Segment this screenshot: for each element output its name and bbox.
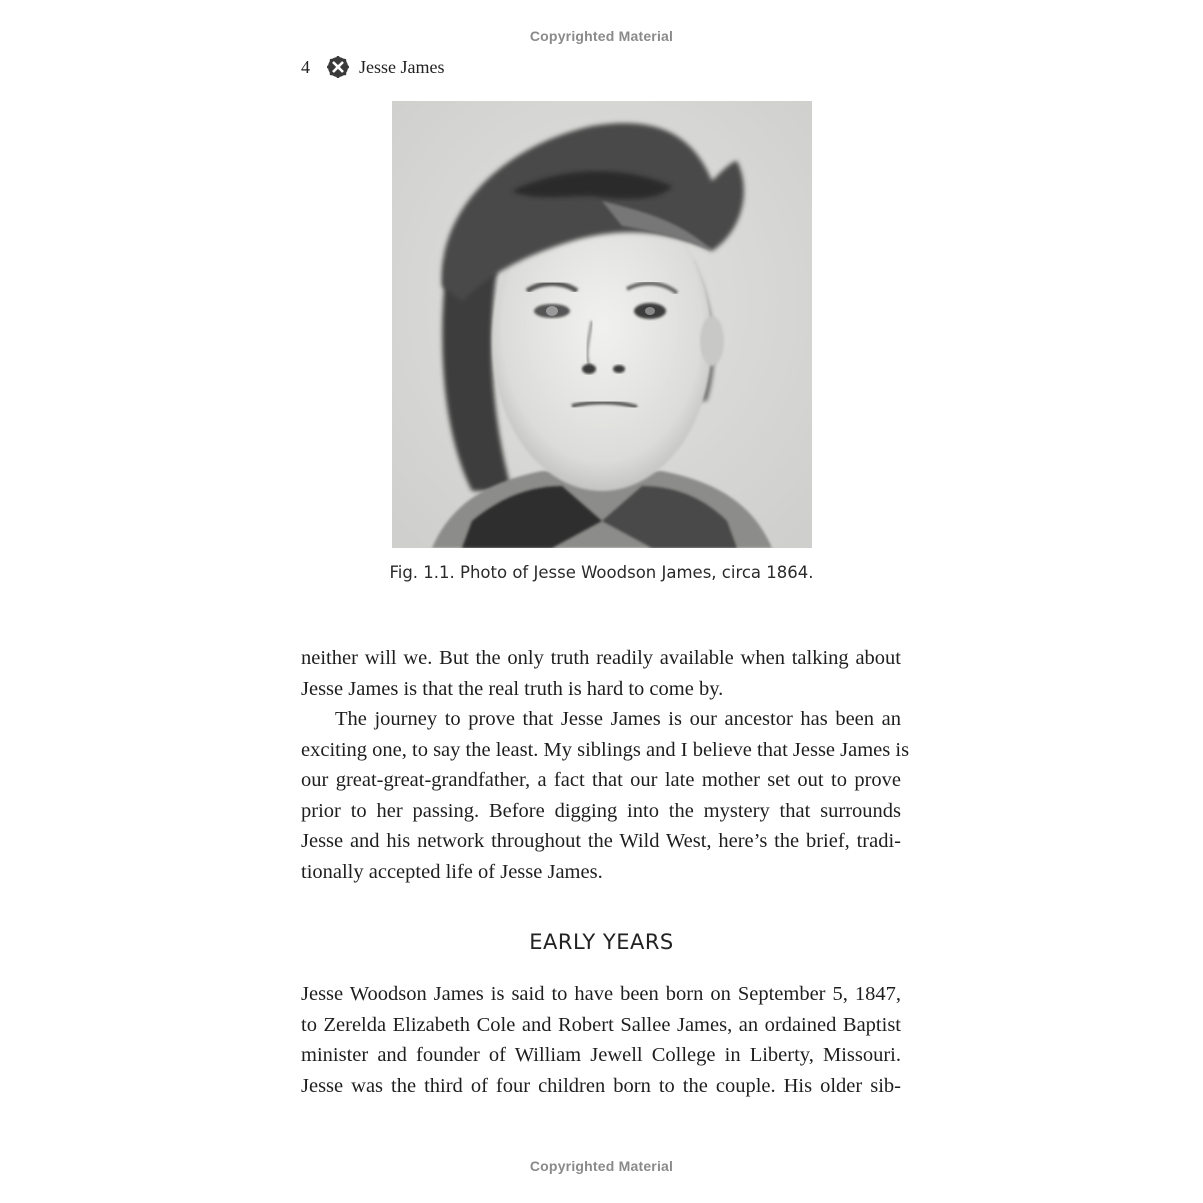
figure-caption: Fig. 1.1. Photo of Jesse Woodson James, circa 1864. (389, 563, 814, 582)
text-line: tionally accepted life of Jesse James. (301, 860, 603, 883)
text-line: to Zerelda Elizabeth Cole and Robert Sallee James, an ordained Baptist (301, 1013, 901, 1036)
body-text-early-years (301, 979, 901, 1101)
text-line: prior to her passing. Before digging into the mystery that surrounds (301, 799, 901, 822)
text-line: Jesse James is that the real truth is hard to come by. (301, 677, 724, 700)
portrait-photo (392, 101, 812, 548)
cross-medallion-icon (327, 56, 349, 78)
text-line: exciting one, to say the least. My siblings and I believe that Jesse James is (301, 738, 910, 761)
page-number: 4 (301, 56, 310, 77)
text-line: Jesse was the third of four children born to the couple. His older sib- (301, 1074, 901, 1097)
copyright-watermark-top: Copyrighted Material (529, 28, 674, 44)
running-head-title: Jesse James (359, 56, 445, 77)
section-heading: EARLY YEARS (529, 930, 674, 954)
text-line: Jesse Woodson James is said to have been born on September 5, 1847, (301, 983, 901, 1005)
paragraph-journey (301, 704, 910, 887)
copyright-watermark-bottom: Copyrighted Material (529, 1158, 674, 1174)
running-head (301, 55, 444, 79)
paragraph-early-years (301, 979, 901, 1101)
text-line: minister and founder of William Jewell College in Liberty, Missouri. (301, 1044, 901, 1066)
text-line: neither will we. But the only truth readily available when talking about (301, 647, 901, 669)
text-line: The journey to prove that Jesse James is our ancestor has been an (335, 708, 901, 730)
text-line: our great-great-grandfather, a fact that our late mother set out to prove (301, 769, 901, 791)
text-line: Jesse and his network throughout the Wild West, here’s the brief, tradi- (301, 830, 901, 852)
body-text-top (301, 643, 910, 887)
paragraph-continuation (301, 643, 901, 704)
